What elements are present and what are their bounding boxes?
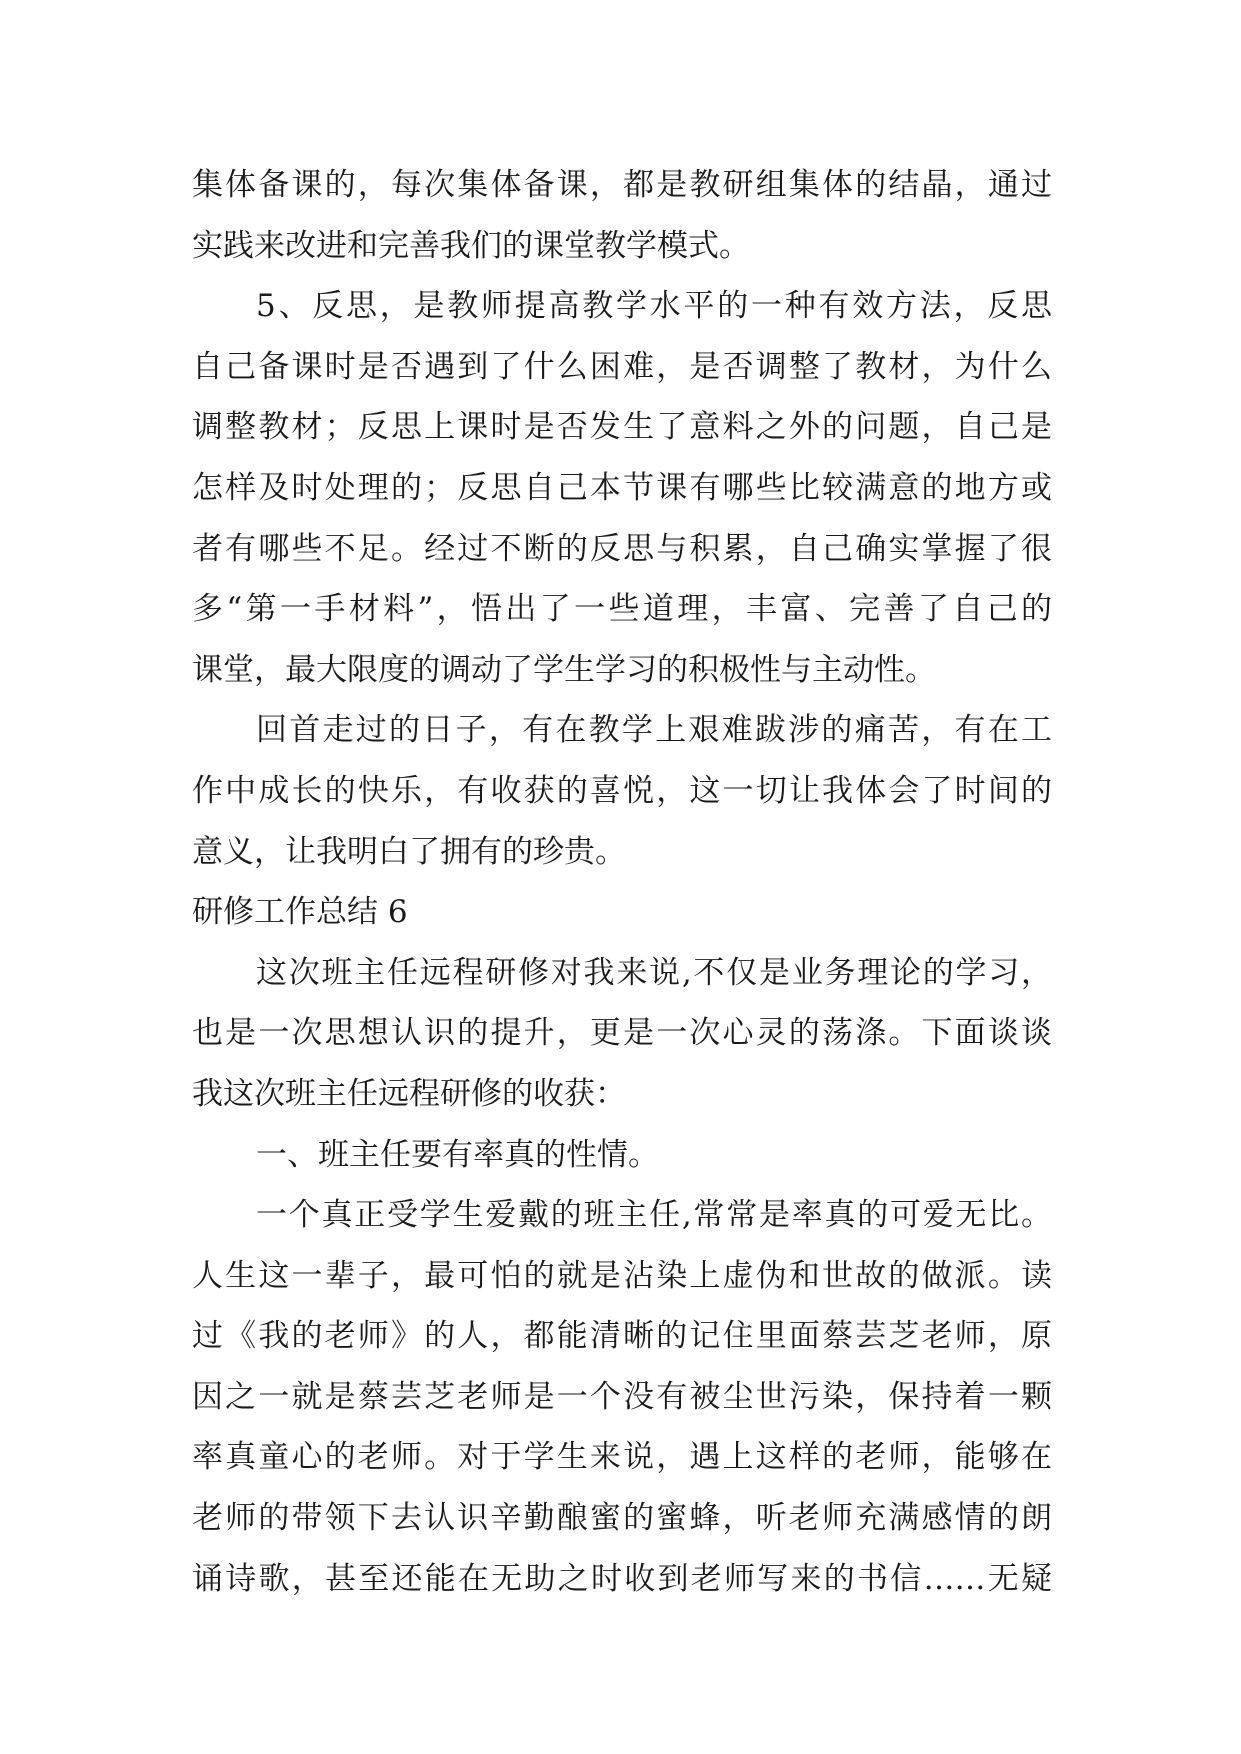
text-line: 集体备课的，每次集体备课，都是教研组集体的结晶，通过 <box>192 167 1052 203</box>
section-heading: 研修工作总结 6 <box>192 894 408 931</box>
document-body <box>192 155 1052 1609</box>
text-line: 自己备课时是否遇到了什么困难，是否调整了教材，为什么 <box>192 348 1052 385</box>
text-line: 因之一就是蔡芸芝老师是一个没有被尘世污染，保持着一颗 <box>192 1378 1052 1415</box>
text-line: 我这次班主任远程研修的收获： <box>192 1075 626 1112</box>
text-line: 一个真正受学生爱戴的班主任,常常是率真的可爱无比。 <box>256 1197 1052 1234</box>
text-line: 实践来改进和完善我们的课堂教学模式。 <box>192 227 750 264</box>
text-line: 过《我的老师》的人，都能清晰的记住里面蔡芸芝老师，原 <box>192 1318 1052 1355</box>
text-line: 调整教材；反思上课时是否发生了意料之外的问题，自己是 <box>192 409 1052 446</box>
text-line: 者有哪些不足。经过不断的反思与积累，自己确实掌握了很 <box>192 530 1052 567</box>
text-line: 这次班主任远程研修对我来说,不仅是业务理论的学习， <box>256 954 1052 991</box>
text-line: 也是一次思想认识的提升，更是一次心灵的荡涤。下面谈谈 <box>192 1015 1052 1052</box>
text-line: 老师的带领下去认识辛勤酿蜜的蜜蜂，听老师充满感情的朗 <box>192 1500 1052 1537</box>
text-line: 作中成长的快乐，有收获的喜悦，这一切让我体会了时间的 <box>192 772 1052 809</box>
text-line: 意义，让我明白了拥有的珍贵。 <box>192 833 626 870</box>
text-line: 回首走过的日子，有在教学上艰难跋涉的痛苦，有在工 <box>256 712 1052 749</box>
text-line: 怎样及时处理的；反思自己本节课有哪些比较满意的地方或 <box>192 469 1052 506</box>
text-line: 人生这一辈子，最可怕的就是沾染上虚伪和世故的做派。读 <box>192 1257 1052 1294</box>
text-line: 率真童心的老师。对于学生来说，遇上这样的老师，能够在 <box>192 1439 1052 1476</box>
text-line: 课堂，最大限度的调动了学生学习的积极性与主动性。 <box>192 651 936 688</box>
text-line: 多“第一手材料”，悟出了一些道理，丰富、完善了自己的 <box>192 591 1052 628</box>
text-line: 一、班主任要有率真的性情。 <box>256 1136 659 1173</box>
text-line: 诵诗歌，甚至还能在无助之时收到老师写来的书信……无疑 <box>192 1560 1052 1597</box>
text-line: 5、反思，是教师提高教学水平的一种有效方法，反思 <box>256 288 1052 325</box>
